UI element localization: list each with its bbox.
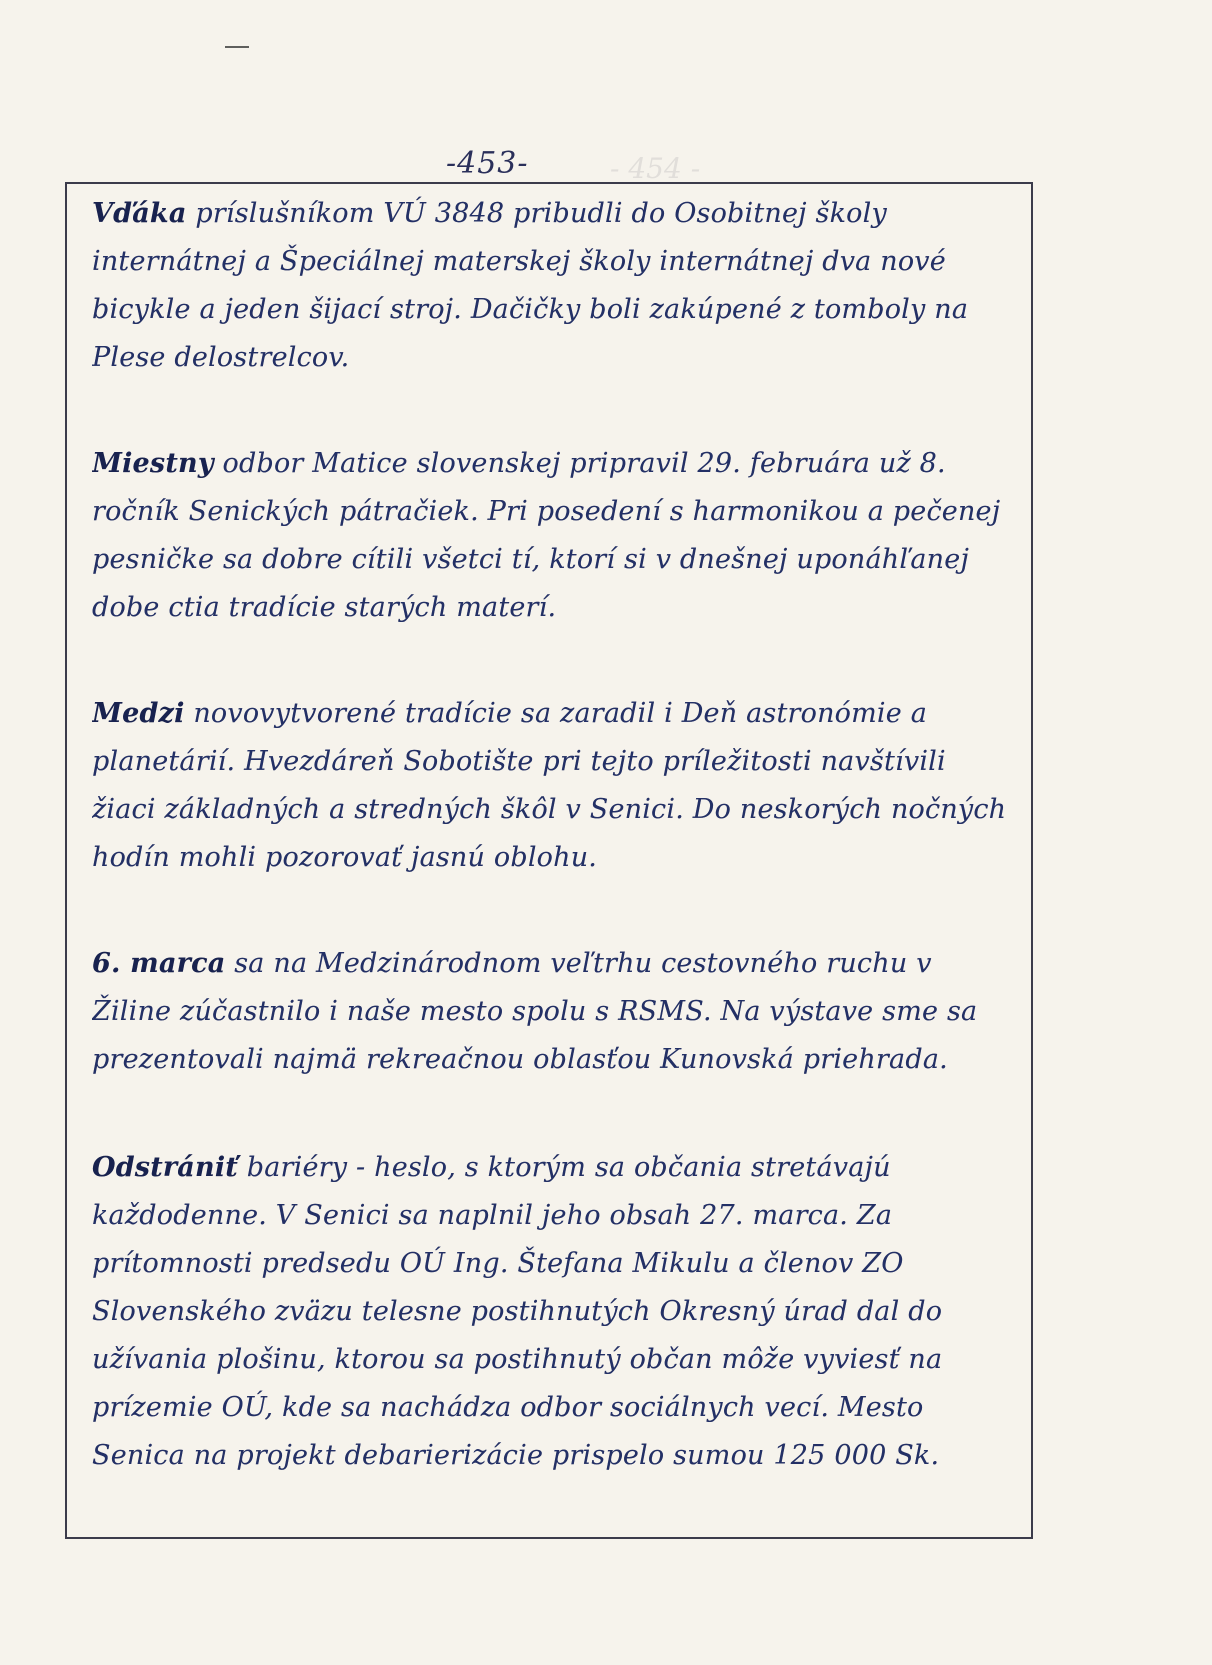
- paragraph-3-lead: Medzi: [92, 698, 185, 729]
- handwritten-content: [92, 188, 1014, 1513]
- paragraph-2: [92, 440, 1014, 632]
- paragraph-5-text: bariéry - heslo, s ktorým sa občania stretávajú každodenne. V Senici sa naplnil jeho obsah 27. marca. Za prítomnosti predsedu OÚ Ing. Štefana Mikulu a členov ZO Slovenského zväzu telesne postihnutých Okresný úrad dal do užívania plošinu, ktorou sa postihnutý občan môže vyviesť na prízemie OÚ, kde sa nachádza odbor sociálnych vecí. Mesto Senica na projekt debarierizácie prispelo sumou 125 000 Sk.: [92, 1152, 943, 1471]
- paragraph-2-lead: Miestny: [92, 448, 214, 479]
- paragraph-3-text: novovytvorené tradície sa zaradil i Deň astronómie a planetárií. Hvezdáreň Sobotište pri tejto príležitosti navštívili žiaci základných a stredných škôl v Senici. Do neskorých nočných hodín mohli pozorovať jasnú oblohu.: [92, 698, 1007, 873]
- paragraph-4-lead: 6. marca: [92, 948, 226, 979]
- ghost-page-number: - 454 -: [610, 152, 701, 185]
- paragraph-5: [92, 1144, 1014, 1480]
- paragraph-4: [92, 940, 1014, 1084]
- paragraph-1-text: príslušníkom VÚ 3848 pribudli do Osobitnej školy internátnej a Špeciálnej materskej školy internátnej dva nové bicykle a jeden šijací stroj. Dačičky boli zakúpené z tomboly na Plese delostrelcov.: [92, 198, 969, 373]
- paragraph-5-lead: Odstrániť: [92, 1152, 238, 1183]
- paragraph-2-text: odbor Matice slovenskej pripravil 29. februára už 8. ročník Senických pátračiek. Pri posedení s harmonikou a pečenej pesničke sa dobre cítili všetci tí, ktorí si v dnešnej uponáhľanej dobe ctia tradície starých materí.: [92, 448, 1001, 623]
- paragraph-4-text: sa na Medzinárodnom veľtrhu cestovného ruchu v Žiline zúčastnilo i naše mesto spolu s RSMS. Na výstave sme sa prezentovali najmä rekreačnou oblasťou Kunovská priehrada.: [92, 948, 978, 1075]
- paragraph-1-lead: Vďáka: [92, 198, 187, 229]
- page-number: -453-: [446, 146, 529, 181]
- top-dash: [225, 46, 249, 48]
- paragraph-3: [92, 690, 1014, 882]
- paragraph-1: [92, 190, 1014, 382]
